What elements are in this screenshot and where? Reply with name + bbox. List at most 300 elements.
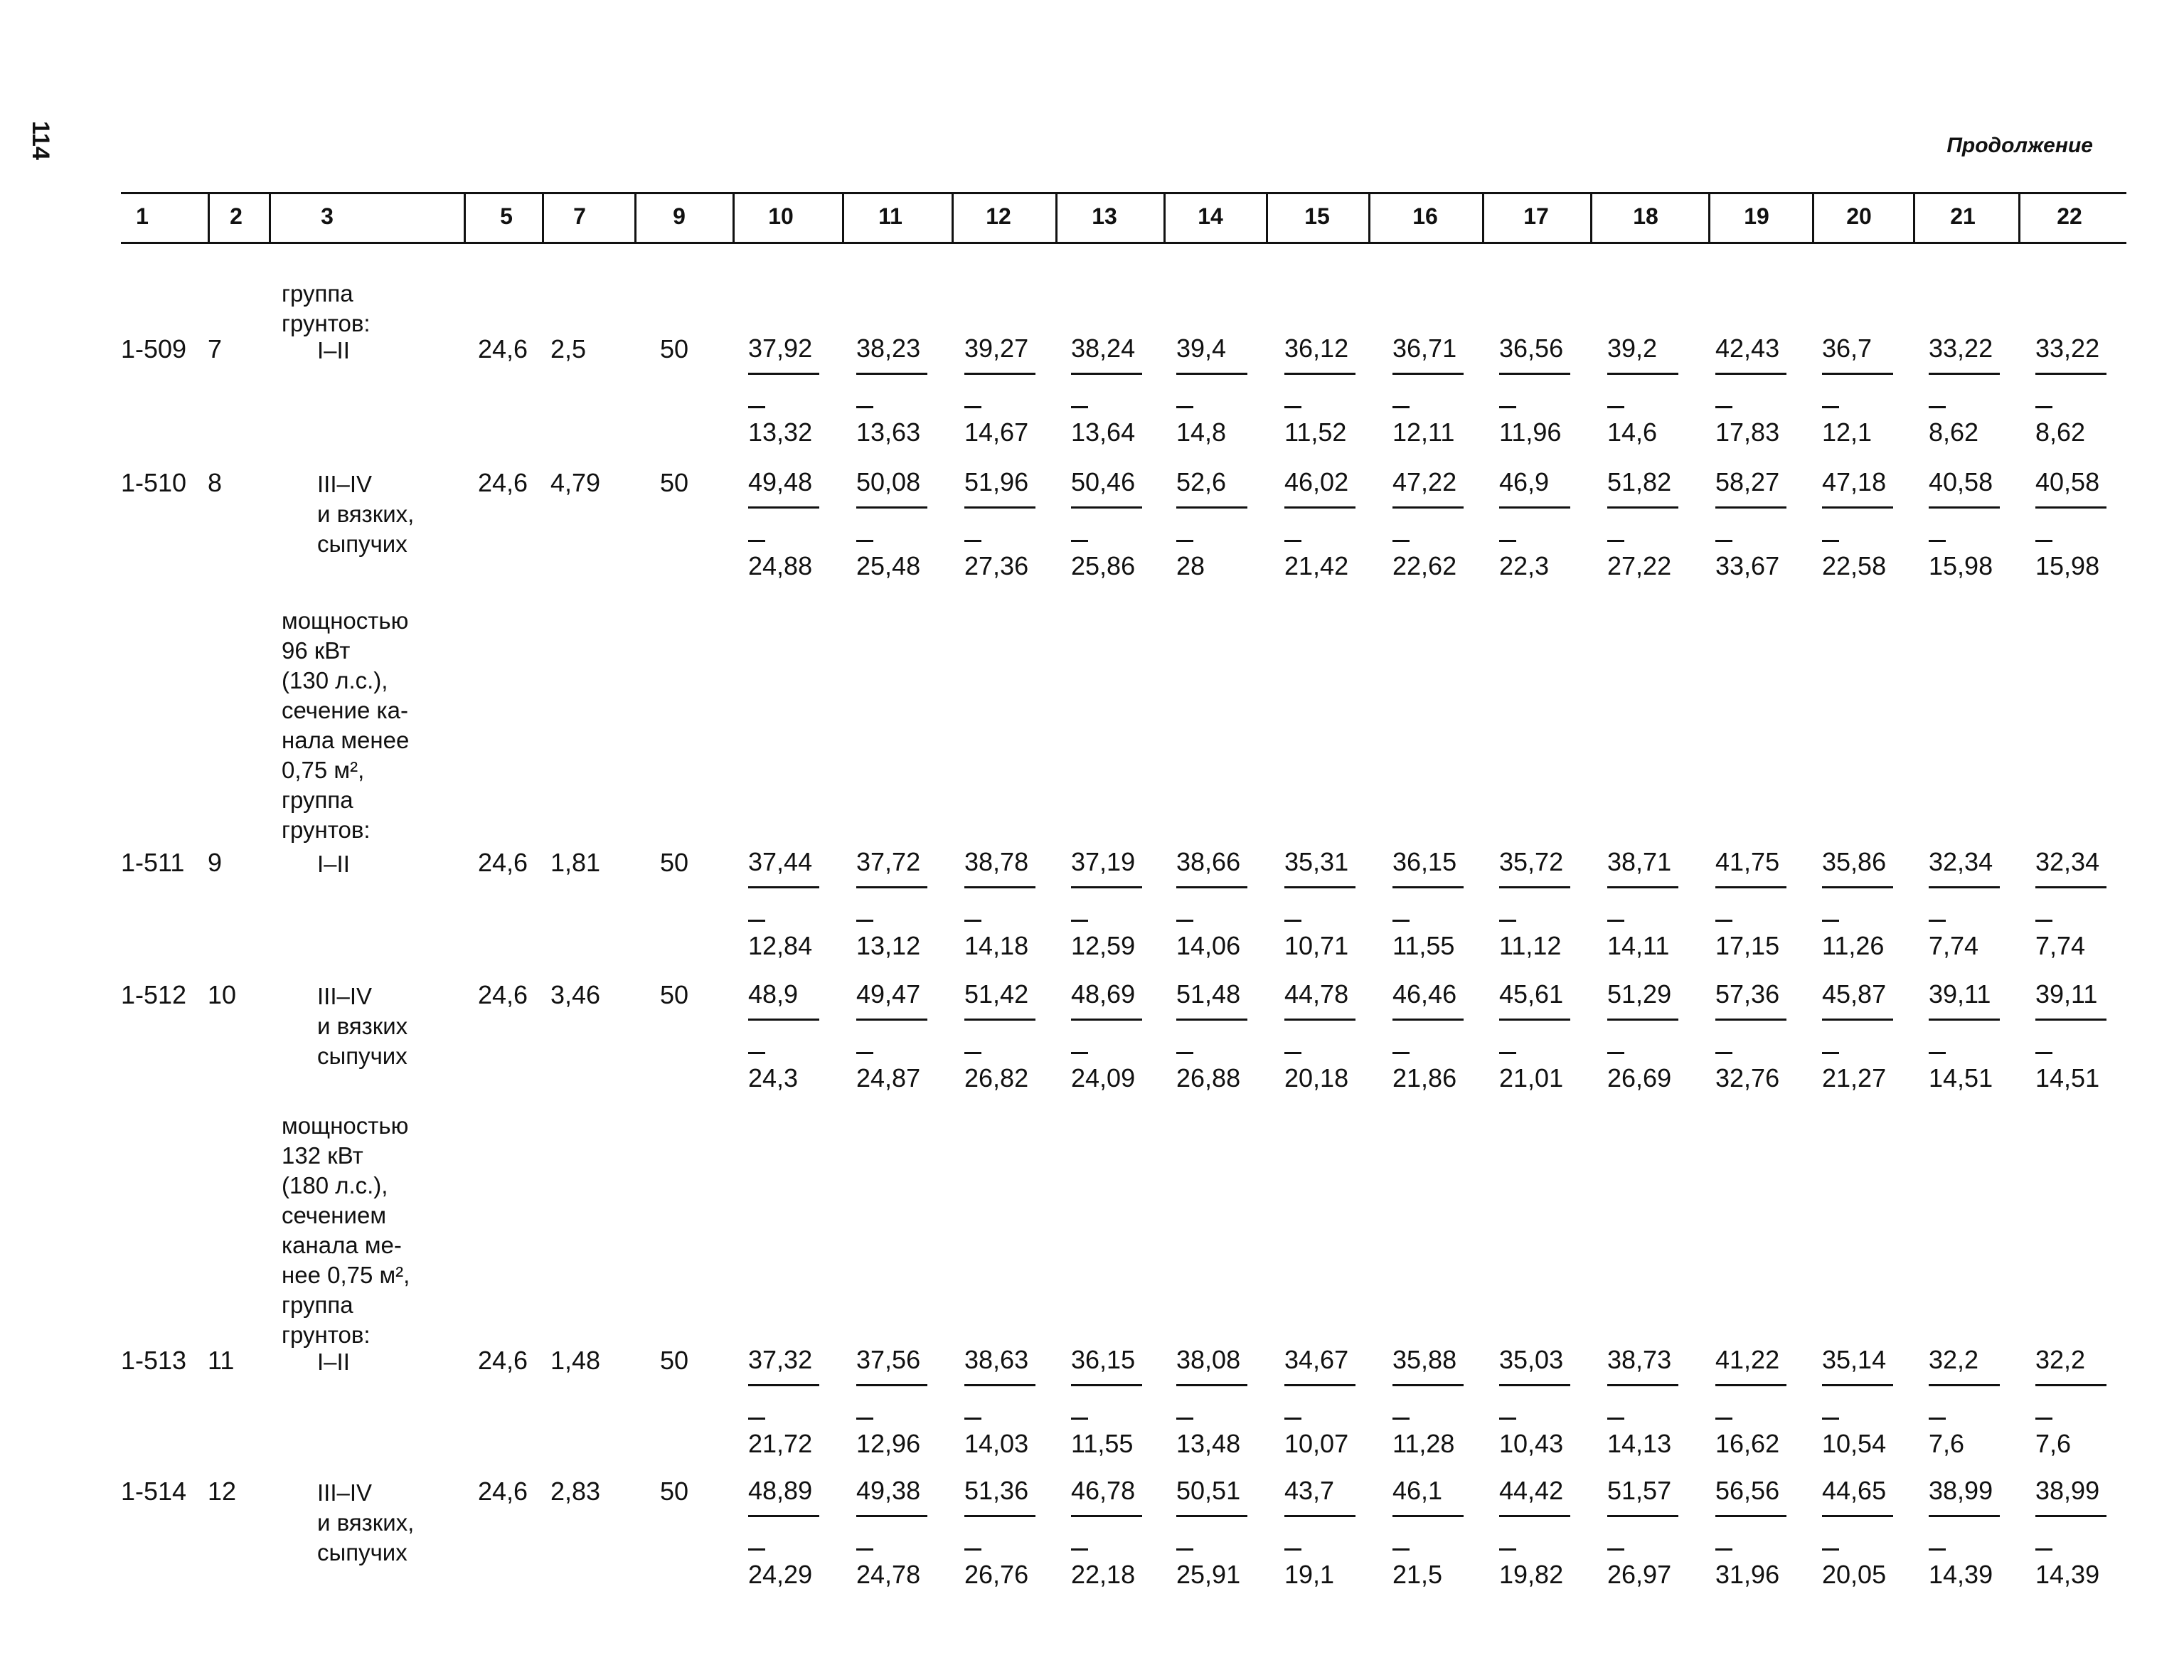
fraction-bar — [1929, 1384, 2000, 1386]
fraction-value — [1822, 980, 1922, 1092]
fraction-minus — [1607, 1548, 1624, 1551]
row-number: 7 — [208, 334, 223, 363]
header-divider — [269, 192, 271, 242]
fraction-denominator: 7,74 — [2035, 931, 2086, 960]
fraction-minus — [1392, 1548, 1410, 1551]
fraction-value — [748, 468, 848, 580]
fraction-value — [1071, 334, 1171, 447]
fraction-value — [856, 334, 956, 447]
fraction-minus — [1071, 1418, 1088, 1420]
fraction-minus — [856, 540, 873, 542]
fraction-bar — [1071, 1384, 1142, 1386]
fraction-bar — [2035, 1384, 2106, 1386]
fraction-numerator: 38,08 — [1176, 1345, 1241, 1374]
fraction-bar — [2035, 373, 2106, 375]
fraction-minus — [1284, 540, 1301, 542]
fraction-numerator: 40,58 — [2035, 467, 2100, 496]
fraction-bar — [1822, 1019, 1893, 1021]
fraction-value — [856, 468, 956, 580]
fraction-minus — [964, 1548, 981, 1551]
fraction-numerator: 32,34 — [2035, 847, 2100, 876]
fraction-denominator: 24,29 — [748, 1560, 813, 1589]
fraction-bar — [1499, 506, 1570, 509]
fraction-numerator: 38,99 — [2035, 1476, 2100, 1505]
fraction-denominator: 7,6 — [2035, 1429, 2072, 1458]
fraction-numerator: 38,78 — [964, 847, 1029, 876]
fraction-denominator: 14,8 — [1176, 418, 1227, 447]
fraction-minus — [1499, 406, 1516, 408]
fraction-minus — [1284, 1548, 1301, 1551]
fraction-denominator: 15,98 — [2035, 551, 2100, 580]
header-divider — [842, 192, 844, 242]
fraction-minus — [856, 920, 873, 922]
fraction-numerator: 51,82 — [1607, 467, 1672, 496]
fraction-minus — [1607, 540, 1624, 542]
fraction-minus — [1499, 540, 1516, 542]
fraction-numerator: 40,58 — [1929, 467, 1993, 496]
fraction-minus — [1822, 540, 1839, 542]
fraction-value — [1715, 468, 1815, 580]
fraction-numerator: 36,12 — [1284, 334, 1349, 363]
fraction-numerator: 38,66 — [1176, 847, 1241, 876]
fraction-minus — [1607, 920, 1624, 922]
fraction-minus — [1715, 540, 1732, 542]
fraction-numerator: 58,27 — [1715, 467, 1780, 496]
fraction-bar — [964, 373, 1035, 375]
fraction-numerator: 51,57 — [1607, 1476, 1672, 1505]
fraction-numerator: 38,73 — [1607, 1345, 1672, 1374]
fraction-denominator: 10,71 — [1284, 931, 1349, 960]
fraction-numerator: 41,75 — [1715, 847, 1780, 876]
fraction-bar — [748, 506, 819, 509]
header-col-15: 15 — [1304, 203, 1330, 229]
fraction-bar — [1071, 1515, 1142, 1517]
fraction-value — [1607, 468, 1707, 580]
fraction-bar — [1715, 506, 1786, 509]
fraction-minus — [1071, 540, 1088, 542]
fraction-denominator: 14,39 — [2035, 1560, 2100, 1589]
fraction-value — [1284, 334, 1384, 447]
fraction-bar — [1929, 373, 2000, 375]
fraction-denominator: 21,86 — [1392, 1063, 1457, 1092]
fraction-value — [1176, 1346, 1276, 1458]
fraction-numerator: 48,9 — [748, 979, 799, 1009]
header-col-3: 3 — [321, 203, 334, 229]
fraction-denominator: 21,27 — [1822, 1063, 1887, 1092]
fraction-denominator: 26,69 — [1607, 1063, 1672, 1092]
fraction-numerator: 51,48 — [1176, 979, 1241, 1009]
fraction-value — [1392, 1477, 1492, 1589]
fraction-value — [748, 980, 848, 1092]
fraction-denominator: 13,48 — [1176, 1429, 1241, 1458]
fraction-numerator: 46,9 — [1499, 467, 1550, 496]
continuation-label: Продолжение — [1946, 134, 2093, 157]
fraction-value — [1607, 1346, 1707, 1458]
fraction-value — [1929, 848, 2028, 960]
row-number: 9 — [208, 848, 223, 877]
col-9-value: 50 — [660, 334, 689, 363]
header-divider — [1812, 192, 1814, 242]
fraction-value — [964, 848, 1064, 960]
header-col-20: 20 — [1846, 203, 1872, 229]
fraction-denominator: 26,88 — [1176, 1063, 1241, 1092]
fraction-value — [856, 1346, 956, 1458]
fraction-bar — [1715, 1384, 1786, 1386]
header-col-10: 10 — [768, 203, 794, 229]
section-label: мощностью 132 кВт (180 л.с.), сечением канала ме- нее 0,75 м², группа грунтов: — [282, 1112, 410, 1348]
fraction-denominator: 13,32 — [748, 418, 813, 447]
fraction-minus — [2035, 406, 2052, 408]
row-soil-group: III–IV и вязких сыпучих — [317, 983, 408, 1069]
fraction-denominator: 32,76 — [1715, 1063, 1780, 1092]
fraction-value — [964, 980, 1064, 1092]
fraction-minus — [1071, 1052, 1088, 1054]
fraction-bar — [1284, 1019, 1355, 1021]
fraction-value — [1499, 1477, 1599, 1589]
fraction-value — [1822, 848, 1922, 960]
fraction-minus — [1392, 920, 1410, 922]
fraction-value — [1284, 980, 1384, 1092]
fraction-minus — [856, 406, 873, 408]
fraction-value — [1499, 848, 1599, 960]
fraction-numerator: 51,96 — [964, 467, 1029, 496]
fraction-value — [1822, 1346, 1922, 1458]
fraction-bar — [1499, 1019, 1570, 1021]
fraction-minus — [1176, 1548, 1193, 1551]
fraction-value — [1071, 1477, 1171, 1589]
col-7-value: 1,81 — [550, 848, 601, 877]
fraction-value — [1176, 1477, 1276, 1589]
fraction-numerator: 51,29 — [1607, 979, 1672, 1009]
header-col-22: 22 — [2057, 203, 2082, 229]
fraction-denominator: 11,12 — [1499, 931, 1562, 960]
fraction-minus — [1499, 1418, 1516, 1420]
col-9-value: 50 — [660, 1346, 689, 1375]
header-divider — [733, 192, 735, 242]
fraction-denominator: 20,05 — [1822, 1560, 1887, 1589]
fraction-denominator: 14,39 — [1929, 1560, 1993, 1589]
fraction-denominator: 27,22 — [1607, 551, 1672, 580]
fraction-denominator: 24,78 — [856, 1560, 921, 1589]
fraction-denominator: 11,28 — [1392, 1429, 1455, 1458]
fraction-bar — [964, 1384, 1035, 1386]
fraction-minus — [1929, 1548, 1946, 1551]
fraction-bar — [1071, 886, 1142, 888]
fraction-minus — [1607, 406, 1624, 408]
fraction-bar — [1822, 1515, 1893, 1517]
fraction-denominator: 13,64 — [1071, 418, 1136, 447]
row-code: 1-509 — [121, 334, 187, 363]
fraction-denominator: 12,59 — [1071, 931, 1136, 960]
fraction-denominator: 21,01 — [1499, 1063, 1564, 1092]
col-7-value: 2,83 — [550, 1477, 601, 1506]
fraction-bar — [1176, 886, 1247, 888]
row-soil-group: III–IV и вязких, сыпучих — [317, 1479, 415, 1565]
col-5-value: 24,6 — [478, 334, 528, 363]
fraction-minus — [964, 920, 981, 922]
fraction-bar — [856, 886, 927, 888]
fraction-value — [1284, 1477, 1384, 1589]
fraction-numerator: 36,15 — [1392, 847, 1457, 876]
fraction-denominator: 19,1 — [1284, 1560, 1335, 1589]
fraction-denominator: 28 — [1176, 551, 1205, 580]
header-col-12: 12 — [986, 203, 1011, 229]
col-5-value: 24,6 — [478, 468, 528, 497]
fraction-bar — [1284, 373, 1355, 375]
fraction-denominator: 12,96 — [856, 1429, 921, 1458]
fraction-denominator: 13,12 — [856, 931, 921, 960]
col-7-value: 4,79 — [550, 468, 601, 497]
header-divider — [1913, 192, 1915, 242]
fraction-bar — [1929, 1515, 2000, 1517]
row-number: 11 — [208, 1346, 235, 1375]
fraction-minus — [1071, 1548, 1088, 1551]
fraction-denominator: 11,52 — [1284, 418, 1347, 447]
header-col-19: 19 — [1744, 203, 1769, 229]
fraction-denominator: 11,26 — [1822, 931, 1885, 960]
fraction-numerator: 47,22 — [1392, 467, 1457, 496]
fraction-denominator: 14,51 — [2035, 1063, 2100, 1092]
col-7-value: 3,46 — [550, 980, 601, 1009]
fraction-value — [1284, 1346, 1384, 1458]
fraction-denominator: 13,63 — [856, 418, 921, 447]
fraction-minus — [1822, 1418, 1839, 1420]
fraction-minus — [748, 1548, 765, 1551]
fraction-bar — [964, 1515, 1035, 1517]
fraction-bar — [1929, 506, 2000, 509]
fraction-minus — [1176, 540, 1193, 542]
fraction-bar — [1284, 886, 1355, 888]
fraction-minus — [2035, 1052, 2052, 1054]
fraction-numerator: 44,78 — [1284, 979, 1349, 1009]
fraction-bar — [964, 506, 1035, 509]
fraction-numerator: 37,32 — [748, 1345, 813, 1374]
header-bottom-rule — [121, 242, 2126, 244]
fraction-value — [1499, 468, 1599, 580]
fraction-bar — [1499, 886, 1570, 888]
fraction-numerator: 52,6 — [1176, 467, 1227, 496]
fraction-numerator: 35,31 — [1284, 847, 1349, 876]
fraction-minus — [1929, 406, 1946, 408]
fraction-minus — [1715, 1548, 1732, 1551]
fraction-value — [1284, 468, 1384, 580]
fraction-value — [964, 468, 1064, 580]
fraction-denominator: 12,84 — [748, 931, 813, 960]
fraction-value — [1715, 1346, 1815, 1458]
fraction-numerator: 46,02 — [1284, 467, 1349, 496]
fraction-minus — [1715, 1052, 1732, 1054]
fraction-numerator: 33,22 — [1929, 334, 1993, 363]
fraction-minus — [1284, 1418, 1301, 1420]
fraction-denominator: 22,18 — [1071, 1560, 1136, 1589]
fraction-numerator: 39,4 — [1176, 334, 1227, 363]
fraction-denominator: 31,96 — [1715, 1560, 1780, 1589]
fraction-numerator: 44,65 — [1822, 1476, 1887, 1505]
header-col-1: 1 — [136, 203, 149, 229]
fraction-numerator: 36,7 — [1822, 334, 1873, 363]
row-number: 8 — [208, 468, 223, 497]
fraction-numerator: 45,87 — [1822, 979, 1887, 1009]
fraction-numerator: 37,72 — [856, 847, 921, 876]
fraction-bar — [1607, 373, 1678, 375]
fraction-denominator: 21,72 — [748, 1429, 813, 1458]
fraction-minus — [748, 1052, 765, 1054]
fraction-bar — [1715, 1515, 1786, 1517]
fraction-minus — [964, 1052, 981, 1054]
fraction-value — [1822, 468, 1922, 580]
fraction-denominator: 24,09 — [1071, 1063, 1136, 1092]
fraction-bar — [856, 1515, 927, 1517]
fraction-value — [1071, 468, 1171, 580]
col-9-value: 50 — [660, 468, 689, 497]
fraction-denominator: 20,18 — [1284, 1063, 1349, 1092]
col-5-value: 24,6 — [478, 1477, 528, 1506]
fraction-bar — [748, 1515, 819, 1517]
fraction-denominator: 10,43 — [1499, 1429, 1564, 1458]
row-code: 1-514 — [121, 1477, 187, 1506]
row-label-pre: группа грунтов: — [282, 280, 371, 336]
fraction-bar — [1929, 1019, 2000, 1021]
fraction-numerator: 36,56 — [1499, 334, 1564, 363]
fraction-denominator: 14,13 — [1607, 1429, 1672, 1458]
fraction-value — [748, 1346, 848, 1458]
fraction-minus — [1071, 406, 1088, 408]
row-number: 10 — [208, 980, 237, 1009]
fraction-minus — [1071, 920, 1088, 922]
fraction-minus — [2035, 1418, 2052, 1420]
fraction-denominator: 14,11 — [1607, 931, 1670, 960]
fraction-minus — [1392, 540, 1410, 542]
fraction-minus — [1822, 920, 1839, 922]
fraction-minus — [2035, 540, 2052, 542]
fraction-numerator: 38,23 — [856, 334, 921, 363]
fraction-value — [1929, 1346, 2028, 1458]
fraction-bar — [1284, 506, 1355, 509]
fraction-denominator: 14,06 — [1176, 931, 1241, 960]
fraction-bar — [1071, 1019, 1142, 1021]
fraction-denominator: 19,82 — [1499, 1560, 1564, 1589]
header-col-9: 9 — [673, 203, 686, 229]
fraction-numerator: 39,11 — [1929, 979, 1991, 1009]
fraction-value — [964, 1346, 1064, 1458]
fraction-bar — [1071, 506, 1142, 509]
fraction-numerator: 49,47 — [856, 979, 921, 1009]
fraction-minus — [748, 920, 765, 922]
row-code: 1-511 — [121, 848, 185, 877]
fraction-numerator: 39,11 — [2035, 979, 2098, 1009]
fraction-denominator: 14,18 — [964, 931, 1029, 960]
fraction-minus — [1176, 1052, 1193, 1054]
fraction-value — [1607, 848, 1707, 960]
fraction-bar — [2035, 1515, 2106, 1517]
fraction-denominator: 26,97 — [1607, 1560, 1672, 1589]
row-code: 1-513 — [121, 1346, 187, 1375]
col-9-value: 50 — [660, 848, 689, 877]
col-9-value: 50 — [660, 980, 689, 1009]
fraction-numerator: 48,69 — [1071, 979, 1136, 1009]
fraction-numerator: 34,67 — [1284, 1345, 1349, 1374]
fraction-numerator: 44,42 — [1499, 1476, 1564, 1505]
fraction-bar — [856, 373, 927, 375]
fraction-minus — [748, 540, 765, 542]
col-5-value: 24,6 — [478, 980, 528, 1009]
fraction-numerator: 43,7 — [1284, 1476, 1335, 1505]
fraction-bar — [2035, 1019, 2106, 1021]
fraction-denominator: 22,62 — [1392, 551, 1457, 580]
fraction-denominator: 14,67 — [964, 418, 1029, 447]
col-5-value: 24,6 — [478, 1346, 528, 1375]
fraction-denominator: 22,3 — [1499, 551, 1550, 580]
fraction-bar — [1499, 1384, 1570, 1386]
fraction-minus — [1284, 1052, 1301, 1054]
fraction-value — [856, 1477, 956, 1589]
fraction-value — [1715, 334, 1815, 447]
header-col-16: 16 — [1412, 203, 1438, 229]
fraction-numerator: 35,86 — [1822, 847, 1887, 876]
fraction-denominator: 8,62 — [1929, 418, 1979, 447]
fraction-numerator: 49,38 — [856, 1476, 921, 1505]
fraction-numerator: 42,43 — [1715, 334, 1780, 363]
fraction-value — [1284, 848, 1384, 960]
fraction-numerator: 37,56 — [856, 1345, 921, 1374]
fraction-minus — [1176, 1418, 1193, 1420]
fraction-minus — [1607, 1052, 1624, 1054]
fraction-minus — [1929, 540, 1946, 542]
fraction-denominator: 26,82 — [964, 1063, 1029, 1092]
fraction-numerator: 51,36 — [964, 1476, 1029, 1505]
fraction-denominator: 14,6 — [1607, 418, 1658, 447]
fraction-value — [1392, 848, 1492, 960]
fraction-value — [1715, 848, 1815, 960]
col-5-value: 24,6 — [478, 848, 528, 877]
header-divider — [1163, 192, 1166, 242]
fraction-value — [1071, 848, 1171, 960]
fraction-bar — [964, 1019, 1035, 1021]
row-code: 1-510 — [121, 468, 187, 497]
fraction-minus — [1176, 920, 1193, 922]
fraction-numerator: 32,2 — [2035, 1345, 2086, 1374]
fraction-numerator: 48,89 — [748, 1476, 813, 1505]
header-divider — [1708, 192, 1710, 242]
fraction-value — [1176, 848, 1276, 960]
fraction-bar — [1392, 1019, 1464, 1021]
header-col-17: 17 — [1523, 203, 1549, 229]
fraction-numerator: 37,44 — [748, 847, 813, 876]
row-soil-group: I–II — [317, 1349, 350, 1375]
fraction-bar — [1284, 1384, 1355, 1386]
fraction-value — [1607, 334, 1707, 447]
fraction-numerator: 50,46 — [1071, 467, 1136, 496]
fraction-value — [964, 334, 1064, 447]
fraction-denominator: 11,96 — [1499, 418, 1562, 447]
fraction-denominator: 27,36 — [964, 551, 1029, 580]
fraction-bar — [1822, 506, 1893, 509]
row-soil-group: I–II — [317, 851, 350, 877]
fraction-minus — [2035, 1548, 2052, 1551]
col-7-value: 2,5 — [550, 334, 587, 363]
fraction-denominator: 10,07 — [1284, 1429, 1349, 1458]
fraction-numerator: 47,18 — [1822, 467, 1887, 496]
fraction-minus — [1929, 920, 1946, 922]
fraction-bar — [1284, 1515, 1355, 1517]
fraction-bar — [1607, 506, 1678, 509]
fraction-bar — [1607, 1384, 1678, 1386]
fraction-minus — [1715, 1418, 1732, 1420]
fraction-minus — [1284, 406, 1301, 408]
fraction-minus — [1499, 920, 1516, 922]
fraction-bar — [1607, 1515, 1678, 1517]
fraction-bar — [1499, 1515, 1570, 1517]
